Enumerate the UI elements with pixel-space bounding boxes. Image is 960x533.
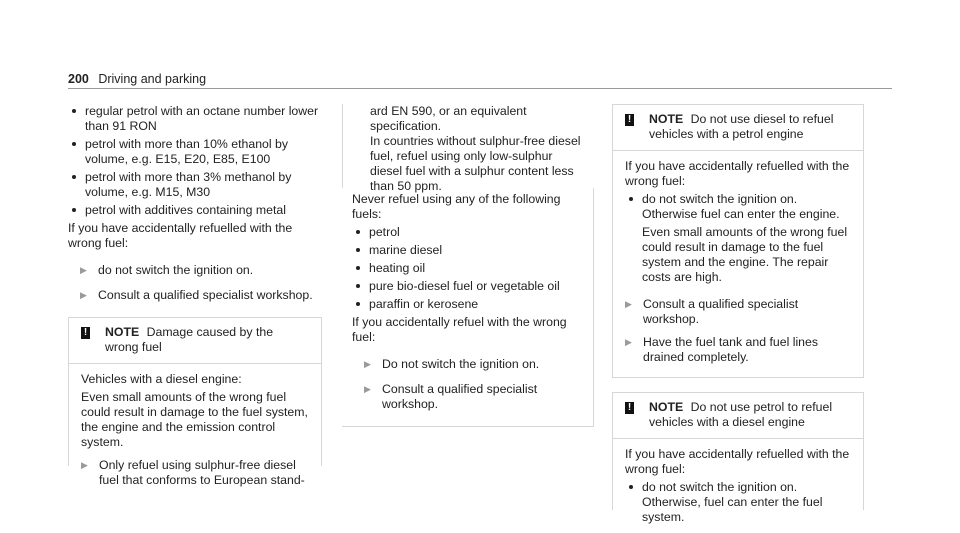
- instruction-list: [625, 480, 851, 525]
- bullet-icon: [356, 302, 360, 306]
- list-item: petrol: [352, 225, 581, 240]
- column-3: [612, 104, 864, 524]
- notice-header: [613, 105, 863, 150]
- list-item: petrol with additives containing metal: [68, 203, 322, 218]
- arrow-icon: ▶: [364, 359, 371, 369]
- list-item: do not switch the ignition on. Otherwise fuel can enter the engine. Even small amounts of the wrong fuel could result in damage to the fuel system and the engine. The repair costs are high.: [625, 192, 851, 285]
- bullet-icon: [356, 230, 360, 234]
- notice-box: [612, 392, 864, 524]
- notice-title: Damage caused by the wrong fuel: [105, 325, 274, 354]
- notice-title: Do not use petrol to refuel vehicles with a diesel engine: [649, 400, 833, 429]
- bullet-icon: [356, 266, 360, 270]
- bullet-icon: [629, 485, 633, 489]
- list-item: marine diesel: [352, 243, 581, 258]
- bullet-icon: [356, 284, 360, 288]
- page-header: [68, 72, 206, 87]
- notice-continuation: ard EN 590, or an equivalent specification. In countries without sulphur-free diesel fuel, refuel using only low-sulphur diesel fuel with a sulphur content less than 50 ppm.: [342, 104, 594, 188]
- notice-body: If you have accidentally refuelled with the wrong fuel: do not switch the ignition on. Otherwise, fuel can enter the fuel system.: [613, 438, 863, 510]
- warning-icon: !: [625, 402, 634, 414]
- warning-icon: !: [81, 327, 90, 339]
- notice-box: [68, 317, 322, 487]
- step-item: ▶ Have the fuel tank and fuel lines drained completely.: [625, 335, 819, 364]
- step-item: ▶ Do not switch the ignition on.: [364, 357, 540, 371]
- step-item: ▶ Only refuel using sulphur-free diesel fuel that conforms to European stand-: [81, 458, 305, 487]
- notice-label: NOTE: [649, 112, 684, 126]
- bullet-icon: [72, 142, 76, 146]
- step-item: ▶ Consult a qualified specialist workshop.: [364, 382, 538, 411]
- fuel-list: [68, 104, 322, 218]
- step-item: ▶ do not switch the ignition on.: [80, 263, 254, 277]
- bullet-icon: [72, 208, 76, 212]
- list-item: heating oil: [352, 261, 581, 276]
- bullet-icon: [72, 175, 76, 179]
- instruction-list: [625, 192, 851, 285]
- list-item: paraffin or kerosene: [352, 297, 581, 312]
- section-title: Driving and parking: [98, 72, 207, 86]
- page-number: 200: [68, 72, 89, 86]
- list-item: pure bio-diesel fuel or vegetable oil: [352, 279, 581, 294]
- notice-label: NOTE: [105, 325, 140, 339]
- arrow-icon: ▶: [364, 384, 371, 394]
- step-item: ▶ Consult a qualified specialist workshop.: [625, 297, 799, 326]
- notice-header: [69, 318, 321, 363]
- notice-title: Do not use diesel to refuel vehicles with a petrol engine: [649, 112, 834, 141]
- bullet-icon: [356, 248, 360, 252]
- warning-icon: !: [625, 114, 634, 126]
- header-divider: [68, 88, 892, 89]
- list-item: do not switch the ignition on. Otherwise, fuel can enter the fuel system.: [625, 480, 851, 525]
- bullet-icon: [629, 197, 633, 201]
- arrow-icon: ▶: [625, 299, 632, 309]
- notice-box: [612, 104, 864, 378]
- arrow-icon: ▶: [80, 290, 87, 300]
- arrow-icon: ▶: [80, 265, 87, 275]
- forbidden-fuel-list: [342, 225, 581, 312]
- column-2: ard EN 590, or an equivalent specification. In countries without sulphur-free diesel fuel, refuel using only low-sulphur diesel fuel with a sulphur content less than 50 ppm. Never refuel using any of the following fuels: petrol marine diesel heating oil pure bio-diesel fuel or vegetable oil paraffin or kerosene If you accidentally refuel with the wrong fuel: ▶ Do not switch the ignition on. ▶ Consult a qualified specialist workshop.: [342, 104, 594, 427]
- intro-text: If you have accidentally refuelled with the wrong fuel:: [68, 221, 293, 250]
- notice-body: If you have accidentally refuelled with the wrong fuel: do not switch the ignition on. Otherwise fuel can enter the engine. Even small amounts of the wrong fuel could result in damage to the fuel system and the engine. The repair costs are high. ▶ Consult a qualified specialist workshop. ▶ Have the fuel tank and fuel lines drained completely.: [613, 150, 863, 377]
- step-item: ▶ Consult a qualified specialist workshop.: [80, 288, 313, 302]
- bullet-icon: [72, 109, 76, 113]
- arrow-icon: ▶: [625, 337, 632, 347]
- arrow-icon: ▶: [81, 460, 88, 470]
- notice-label: NOTE: [649, 400, 684, 414]
- notice-header: [613, 393, 863, 438]
- list-item: petrol with more than 10% ethanol by volume, e.g. E15, E20, E85, E100: [68, 137, 322, 167]
- list-item: regular petrol with an octane number lower than 91 RON: [68, 104, 322, 134]
- column-1: [68, 104, 322, 487]
- notice-body: Vehicles with a diesel engine: Even small amounts of the wrong fuel could result in damage to the fuel system, the engine and the emission control system. ▶ Only refuel using sulphur-free diesel fuel that conforms to European stand-: [69, 363, 321, 466]
- list-item: petrol with more than 3% methanol by volume, e.g. M15, M30: [68, 170, 322, 200]
